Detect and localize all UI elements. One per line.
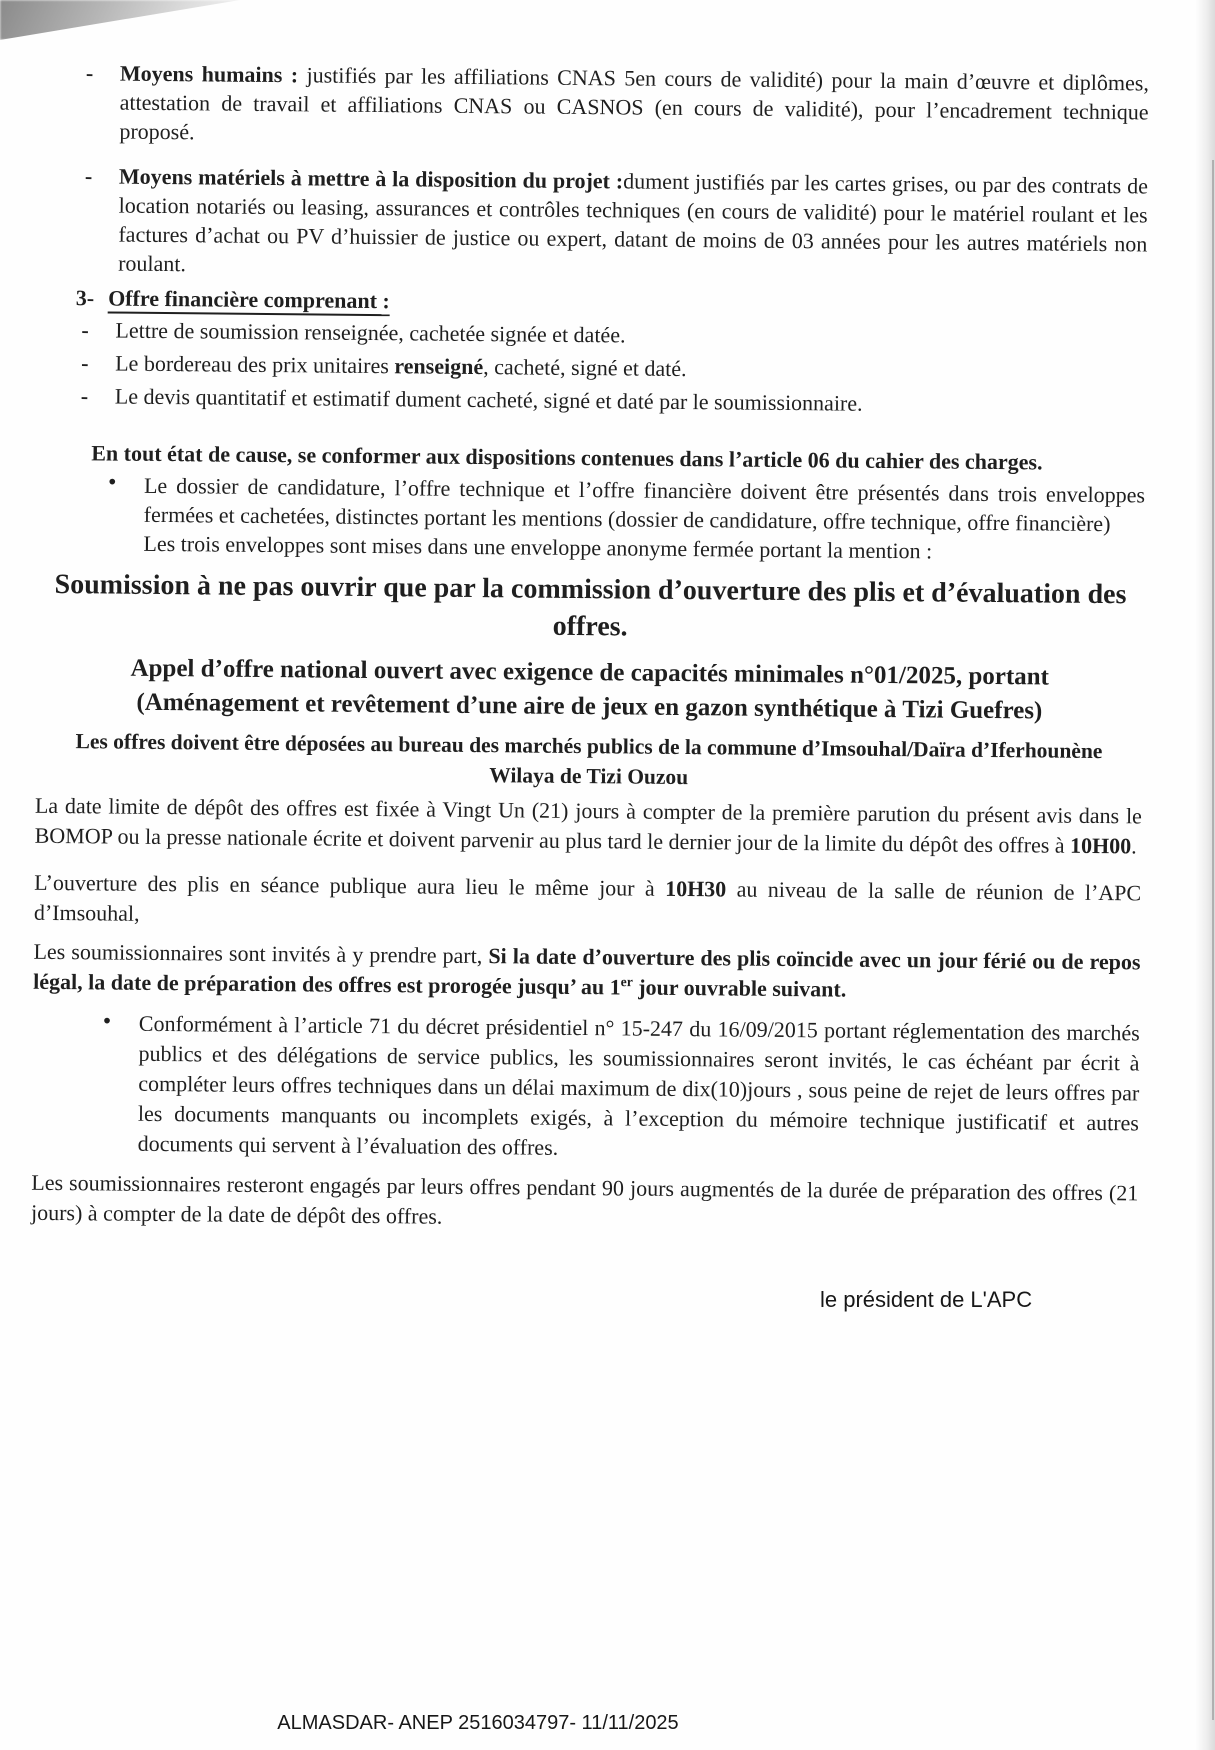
ordinal-superscript: er	[620, 974, 633, 990]
dot-bullet: •	[102, 1008, 112, 1035]
dash-bullet: -	[84, 163, 93, 189]
footer-anep-reference: ALMASDAR- ANEP 2516034797- 11/11/2025	[277, 1712, 679, 1734]
paragraph-moyens-humains	[85, 59, 1150, 156]
paragraph-prorogation	[33, 937, 1141, 1008]
heading-number: 3-	[75, 285, 95, 311]
paragraph-conformement-article71	[102, 1008, 1140, 1169]
dash-bullet: -	[81, 350, 89, 376]
dash-bullet: -	[81, 317, 89, 343]
conformement-text: Conformément à l’article 71 du décret présidentiel n° 15-247 du 16/09/2015 portant réglementation des marchés publics et des délégations de service publics, les soumissionnaires seront invités, le cas échéant par écrit à compléter leurs offres techniques dans un délai maximum de dix(10)jours , sous peine de rejet de leurs offres par les documents manquants ou incomplets exigés, à l’exception du mémoire technique justificatif et autres documents qui servent à l’évaluation des offres.	[137, 1010, 1140, 1160]
date-limite-text: La date limite de dépôt des offres est fixée à Vingt Un (21) jours à compter de la première parution du présent avis dans le BOMOP ou la presse nationale écrite et doivent parvenir au plus tard le dernier jour de la limite du dépôt des offres à	[34, 792, 1143, 858]
list-item-text: Lettre de soumission renseignée, cachetée signée et datée.	[115, 317, 626, 348]
dot-bullet: •	[107, 469, 117, 496]
paragraph-engagement-offres: Les soumissionnaires resteront engagés par leurs offres pendant 90 jours augmentés de la durée de préparation des offres (21 jours) à compter de la date de dépôt des offres.	[30, 1169, 1139, 1229]
list-item-bold: renseigné	[394, 353, 484, 380]
moyens-materiels-label: Moyens matériels à mettre à la disposition du projet :	[118, 163, 624, 194]
appel-objet: (Aménagement et revêtement d’une aire de jeux en gazon synthétique à Tizi Guefres)	[136, 688, 1043, 725]
date-limite-fin: .	[1131, 833, 1137, 859]
prorogation-bold-fin: jour ouvrable suivant.	[632, 974, 847, 1002]
bullet-dossier-text: Le dossier de candidature, l’offre technique et l’offre financière doivent être présentés dans trois enveloppes fermées et cachetées, distinctes portant les mentions (dossier de candidature, offre technique, offre financière)	[143, 472, 1146, 537]
list-item-text: , cacheté, signé et daté.	[483, 354, 687, 382]
dash-bullet: -	[85, 60, 94, 86]
paragraph-enveloppe-anonyme: Les trois enveloppes sont mises dans une enveloppe anonyme fermée portant la mention :	[143, 530, 933, 564]
heading-appel-offre	[36, 651, 1144, 730]
moyens-materiels-text: dument justifiés par les cartes grises, ou par des contrats de location notariés ou leasing, assurances et contrôles techniques (en cours de validité) pour le matériel roulant et les factures d’achat ou PV d’huissier de justice ou expert, datant de moins de 03 années pour les autres matériels non roulant.	[118, 168, 1149, 277]
ouverture-fin: au niveau de la salle de réunion de l’APC d’Imsouhal,	[33, 876, 1142, 926]
heading-mention-soumission: Soumission à ne pas ouvrir que par la commission d’ouverture des plis et d’évaluation des offres.	[54, 568, 1127, 643]
paragraph-trois-enveloppes	[107, 469, 1146, 539]
heading-wilaya: Wilaya de Tizi Ouzou	[489, 763, 689, 790]
prorogation-bold: Si la date d’ouverture des plis coïncide avec un jour férié ou de repos légal, la date de préparation des offres est prorogée jusqu’ au 1	[33, 943, 1141, 1000]
moyens-humains-text: justifiés par les affiliations CNAS 5en cours de validité) pour la main d’œuvre et diplômes, attestation de travail et affiliations CNAS ou CASNOS (en cours de validité), pour l’encadrement technique proposé.	[119, 62, 1150, 145]
scan-right-edge-line	[1212, 160, 1214, 1720]
paragraph-moyens-materiels	[84, 162, 1149, 288]
prorogation-intro: Les soumissionnaires sont invités à y prendre part,	[33, 938, 489, 969]
paragraph-date-limite	[35, 791, 1143, 862]
heading-title: Offre financière comprenant :	[108, 285, 390, 316]
moyens-humains-label: Moyens humains :	[119, 60, 299, 88]
list-item-text: Le bordereau des prix unitaires	[115, 350, 395, 379]
list-item-text: Le devis quantitatif et estimatif dument cacheté, signé et daté par le soumissionnaire.	[114, 383, 863, 416]
appel-titre: Appel d’offre national ouvert avec exigence de capacités minimales n°01/2025, portant	[130, 654, 1050, 691]
heure-depot: 10H00	[1070, 832, 1132, 859]
dash-bullet: -	[80, 383, 89, 409]
heading-lieu-depot: Les offres doivent être déposées au bureau des marchés publics de la commune d’Imsouhal/Daïra d’Iferhounène	[75, 729, 1103, 764]
heure-ouverture: 10H30	[665, 875, 727, 902]
signature-president-apc: le président de L'APC	[820, 1287, 1033, 1312]
paragraph-article06: En tout état de cause, se conformer aux dispositions contenues dans l’article 06 du cahier des charges.	[91, 440, 1043, 475]
paragraph-ouverture-plis	[34, 868, 1142, 939]
ouverture-text: L’ouverture des plis en séance publique aura lieu le même jour à	[34, 869, 666, 901]
